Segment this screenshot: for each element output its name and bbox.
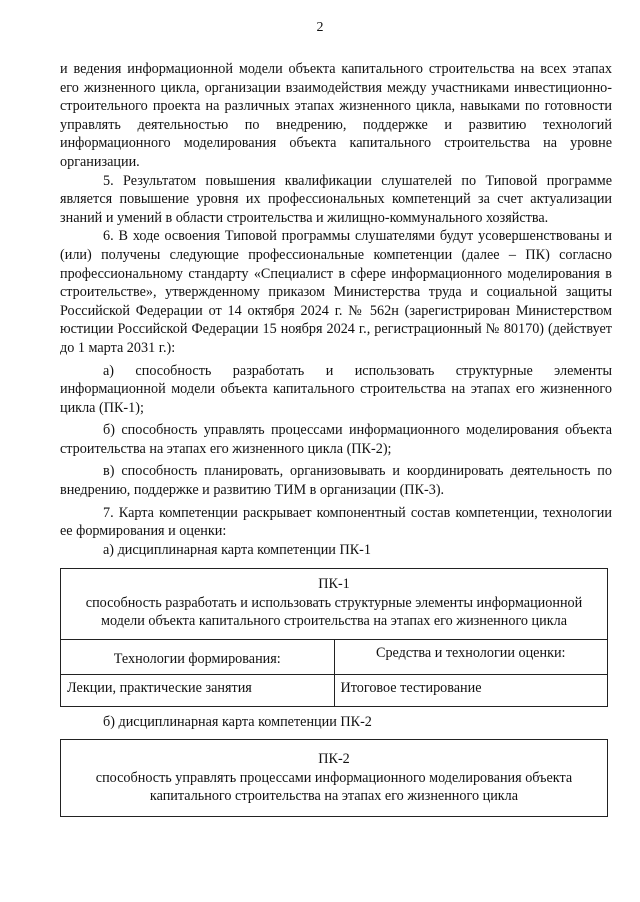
paragraph-6: 6. В ходе освоения Типовой программы слушателями будут усовершенствованы и (или) получены следующие профессиональные компетенции (далее – ПК) согласно профессиональному стандарту «Специалист в сфере информационного моделирования в строительстве», утвержденному приказом Министерства труда и социальной защиты Российской Федерации от 14 октября 2024 г. № 562н (зарегистрирован Министерством юстиции Российской Федерации 15 ноября 2024 г., регистрационный № 80170) (действует до 1 марта 2031 г.): <box>60 228 612 356</box>
competency-card-pk1 <box>60 568 608 707</box>
card-1-formation-value: Лекции, практические занятия <box>61 675 335 707</box>
card-1-assessment-value: Итоговое тестирование <box>334 675 608 707</box>
competency-card-pk2 <box>60 739 608 817</box>
card-2-header <box>61 740 608 817</box>
card-1-col-assessment-header: Средства и технологии оценки: <box>334 639 608 675</box>
competency-item-b: б) способность управлять процессами информационного моделирования объекта строительства на этапах его жизненного цикла (ПК-2); <box>60 422 612 457</box>
paragraph-7: 7. Карта компетенции раскрывает компонентный состав компетенции, технологии ее формирования и оценки: <box>60 504 612 540</box>
card-2-description: способность управлять процессами информационного моделирования объекта капитального строительства на этапах его жизненного цикла <box>95 769 573 805</box>
card-1-label: а) дисциплинарная карта компетенции ПК-1 <box>103 541 371 558</box>
card-1-col-formation-header: Технологии формирования: <box>61 639 335 675</box>
competency-item-a: а) способность разработать и использовать структурные элементы информационной модели объекта капитального строительства на этапах его жизненного цикла (ПК-1); <box>60 362 612 416</box>
paragraph-continuation: и ведения информационной модели объекта капитального строительства на всех этапах его жизненного цикла, организации взаимодействия между участниками инвестиционно-строительного проекта на различных этапах жизненного цикла, навыками по готовности управлять деятельностью по внедрению, поддержке и развитию технологий информационного моделирования объекта капитального строительства на уровне организации. <box>60 61 612 170</box>
page-number: 2 <box>316 20 324 35</box>
document-body <box>60 60 612 559</box>
card-1-header <box>61 569 608 640</box>
paragraph-5: 5. Результатом повышения квалификации слушателей по Типовой программе является повышение уровня их профессиональных компетенций за счет актуализации знаний и умений в области строительства и жилищно-коммунального хозяйства. <box>60 172 612 226</box>
card-1-description: способность разработать и использовать структурные элементы информационной модели объекта капитального строительства на этапах его жизненного цикла <box>85 594 583 630</box>
card-2-code: ПК-2 <box>318 751 350 767</box>
card-2-label: б) дисциплинарная карта компетенции ПК-2 <box>103 714 372 730</box>
card-1-code: ПК-1 <box>318 576 350 592</box>
competency-item-c: в) способность планировать, организовывать и координировать деятельность по внедрению, поддержке и развитию ТИМ в организации (ПК-3). <box>60 463 612 499</box>
